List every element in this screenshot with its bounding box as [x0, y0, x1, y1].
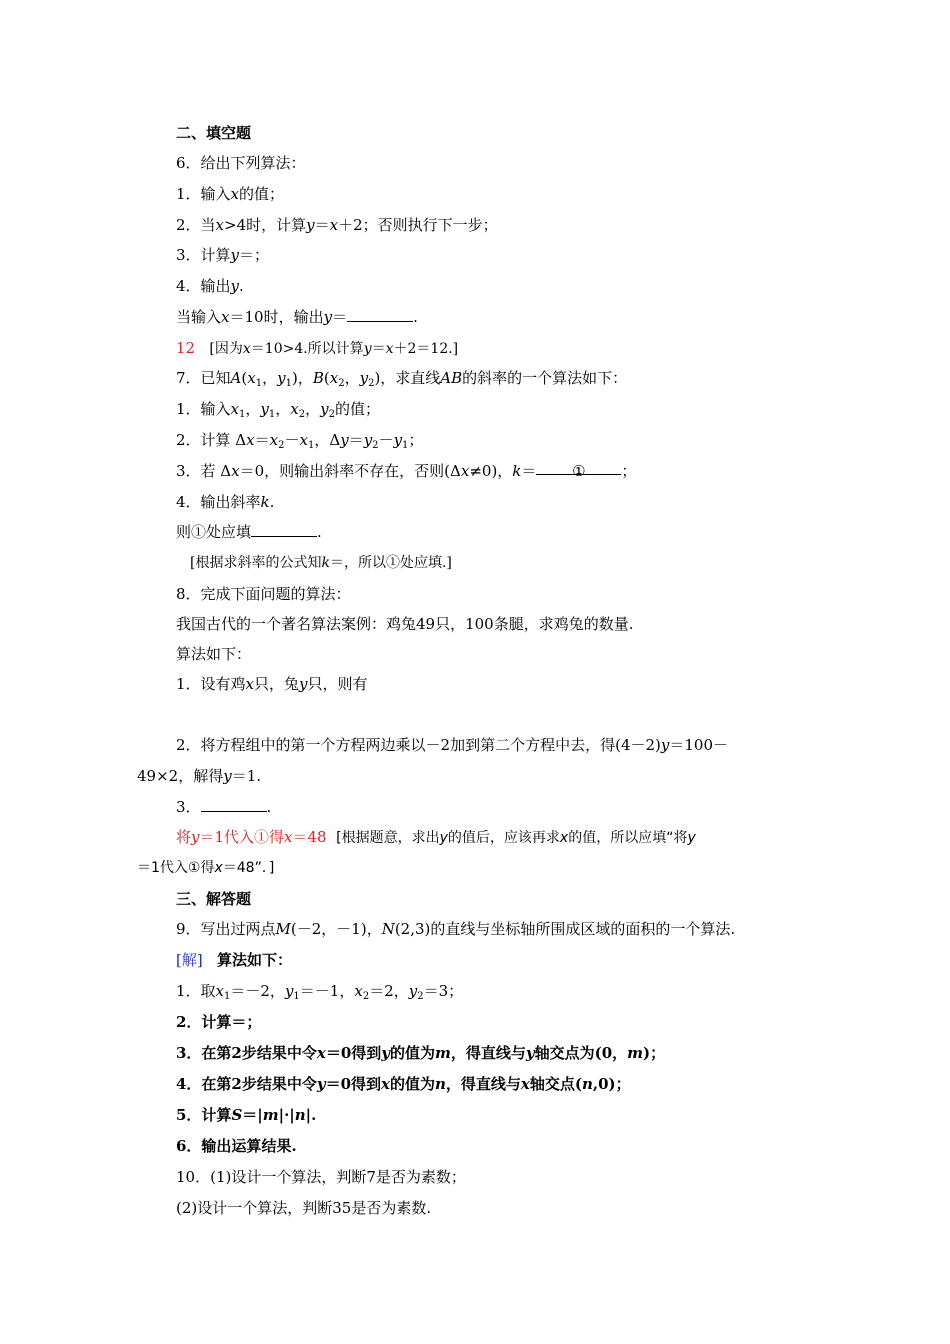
q8-step3 [176, 796, 271, 818]
text: ＝100－ [669, 736, 729, 754]
text: ； [408, 431, 424, 449]
var-n: n [435, 1075, 446, 1093]
text: . [413, 308, 418, 326]
text: . [266, 798, 272, 816]
text: 轴交点为(0， [534, 1044, 628, 1062]
var-x: x [385, 341, 394, 357]
var-y: y [393, 431, 403, 449]
text: 6．输出运算结果. [176, 1137, 297, 1155]
text: 2．当 [176, 216, 216, 234]
subscript: 2 [338, 378, 345, 389]
text: 1．输入 [176, 400, 231, 418]
text: ，得直线与 [445, 1075, 521, 1093]
text: ＋2；否则执行下一步； [338, 216, 498, 234]
var-x: x [520, 1075, 530, 1093]
blank-1: ① [536, 460, 621, 475]
text: ， [262, 369, 278, 387]
var-y: y [363, 341, 372, 357]
text: ＝－1， [299, 982, 355, 1000]
text: |. [305, 1106, 317, 1124]
var-y: y [277, 369, 286, 387]
text: ，Δ [314, 431, 341, 449]
text: ( [323, 369, 330, 387]
subscript: 2 [368, 378, 375, 389]
q6-step1 [176, 183, 284, 205]
var-x: x [231, 462, 240, 480]
text: ， [344, 369, 360, 387]
text: ＝ [254, 431, 270, 449]
q9-step3 [176, 1042, 665, 1064]
q8-step1 [176, 673, 368, 695]
text: ＝； [239, 246, 270, 264]
var-x: x [329, 216, 339, 234]
var-x: x [460, 462, 470, 480]
var-y: y [439, 830, 448, 846]
var-y: y [525, 1044, 535, 1062]
answer-text [176, 828, 327, 846]
var-k: k [512, 462, 522, 480]
text: )； [643, 1044, 666, 1062]
answer-blank [347, 307, 413, 322]
var-x: x [221, 308, 230, 326]
text: (2,3)的直线与坐标轴所围成区域的面积的一个算法. [394, 920, 736, 938]
var-x: x [559, 830, 569, 846]
q7-step1: 1．输入$x_1$，$y_1$，$x_2$，$y_2$的值； [176, 400, 381, 420]
q9-solution-head [176, 949, 292, 971]
var-y: y [320, 400, 329, 418]
q9-stem [176, 918, 735, 940]
text: 我国古代的一个著名算法案例：鸡兔49只，100条腿，求鸡兔的数量. [176, 615, 634, 633]
var-y: y [230, 246, 240, 264]
var-m: m [262, 1106, 279, 1124]
var-y: y [306, 216, 315, 234]
text: 2．计算＝； [176, 1013, 262, 1031]
var-y: y [284, 982, 294, 1000]
text: 5．计算 [176, 1106, 232, 1124]
text: 3．在第2步结果中令 [176, 1044, 317, 1062]
var-x: x [245, 675, 255, 693]
text: 7．已知 [176, 369, 231, 387]
var-x: x [215, 216, 225, 234]
text: 的斜率的一个算法如下： [462, 369, 628, 387]
subscript: 1 [293, 991, 300, 1002]
var-y: y [408, 982, 418, 1000]
q8-answer [176, 826, 696, 849]
var-k: k [321, 555, 330, 571]
text: ＝0得到 [325, 1075, 382, 1093]
text: 49×2，解得 [137, 767, 224, 785]
q6-step4 [176, 275, 244, 297]
q6-explanation [209, 341, 458, 357]
q6-step2 [176, 214, 498, 236]
text: 8．完成下面问题的算法： [176, 585, 351, 603]
text: 3．计算 [176, 246, 231, 264]
q6-step3 [176, 244, 269, 266]
q8-explanation-cont [137, 857, 274, 879]
solution-tag: [解] [176, 951, 203, 969]
subscript: 1 [224, 991, 231, 1002]
var-y: y [359, 369, 369, 387]
var-x: x [381, 1075, 390, 1093]
text: 1．输入 [176, 185, 231, 203]
q6-answer [176, 337, 458, 360]
text: ＝2， [369, 982, 409, 1000]
q8-stem [176, 583, 351, 605]
point-B: B [312, 369, 324, 387]
text: . [317, 523, 322, 541]
text: － [378, 431, 394, 449]
text: 1．取 [176, 982, 216, 1000]
var-x: x [269, 431, 279, 449]
q8-algorithm-label [176, 643, 251, 665]
var-x: x [354, 982, 363, 1000]
text: 算法如下： [217, 951, 293, 969]
text: 3． [176, 798, 201, 816]
text: 轴交点( [529, 1075, 582, 1093]
section-title-solve [176, 888, 251, 910]
text: >4时，计算 [224, 216, 307, 234]
q7-stem [176, 367, 627, 389]
text: 的值，所以应填“将 [568, 830, 688, 846]
q7-explanation [190, 552, 452, 574]
text: 则①处应填 [176, 523, 252, 541]
var-k: k [260, 493, 270, 511]
text: ＋2＝12.] [393, 341, 459, 357]
var-y: y [223, 767, 232, 785]
text: ＝48”．] [222, 860, 275, 876]
text: ＝0得到 [325, 1044, 382, 1062]
var-x: x [284, 828, 293, 846]
subscript: 1 [268, 409, 276, 420]
subscript: 1 [285, 378, 292, 389]
subscript: 2 [328, 409, 335, 420]
var-y: y [340, 431, 349, 449]
text: ＝10时，输出 [229, 308, 324, 326]
subscript: 2 [298, 409, 306, 420]
text: ＝48 [292, 828, 327, 846]
q10-part1 [176, 1166, 466, 1188]
text: )，求直线 [374, 369, 441, 387]
q8-step2 [176, 734, 728, 756]
text: 将 [176, 828, 192, 846]
text: ＝0，则输出斜率不存在，否则(Δ [239, 462, 461, 480]
text: 3．若 Δ [176, 462, 232, 480]
text: [因为 [209, 341, 243, 357]
var-y: y [687, 830, 696, 846]
text: ＝| [242, 1106, 263, 1124]
subscript: 1 [239, 409, 246, 420]
point-N: N [381, 920, 395, 938]
var-x: x [299, 431, 308, 449]
text: 当输入 [176, 308, 222, 326]
text: ＝1. [231, 767, 261, 785]
q7-question [176, 521, 322, 543]
text: ,0)； [592, 1075, 631, 1093]
line-AB: AB [440, 369, 463, 387]
subscript: 2 [417, 991, 424, 1002]
text: 的值后，应该再求 [447, 830, 560, 846]
var-x: x [316, 1044, 326, 1062]
q7-step4 [176, 491, 274, 513]
text: ( [241, 369, 248, 387]
q8-step2-cont [137, 765, 261, 787]
text: 2．计算 Δ [176, 431, 247, 449]
text: 4．输出斜率 [176, 493, 261, 511]
text: 的值； [239, 185, 285, 203]
section-title-fill [176, 122, 251, 144]
text: ＝ [348, 431, 364, 449]
var-n: n [581, 1075, 593, 1093]
q8-context [176, 613, 634, 635]
subscript: 2 [278, 440, 285, 451]
text: 的值为 [389, 1044, 435, 1062]
var-S: S [231, 1106, 243, 1124]
q8-explanation [336, 830, 696, 846]
section-title-text: 二、填空题 [176, 124, 252, 142]
text: ＝ [332, 308, 348, 326]
text: [根据求斜率的公式知 [190, 555, 322, 571]
text: 算法如下： [176, 645, 252, 663]
text: ＝ [314, 216, 330, 234]
text: ，得直线与 [450, 1044, 526, 1062]
var-x: x [230, 185, 240, 203]
var-m: m [435, 1044, 451, 1062]
text: )， [291, 369, 313, 387]
text: ＝1代入①得 [137, 860, 215, 876]
var-y: y [191, 828, 200, 846]
var-n: n [294, 1106, 306, 1124]
text: (2)设计一个算法，判断35是否为素数. [176, 1199, 432, 1217]
q6-stem [176, 152, 306, 174]
var-x: x [230, 400, 240, 418]
text: . [239, 277, 244, 295]
text: ＝10>4.所以计算 [250, 341, 364, 357]
text: 只，兔 [254, 675, 300, 693]
answer-blank [251, 522, 317, 537]
var-y: y [230, 277, 240, 295]
text: 只，则有 [307, 675, 368, 693]
answer-text: 12 [176, 339, 196, 357]
text: ≠0)， [469, 462, 513, 480]
text: 4．在第2步结果中令 [176, 1075, 317, 1093]
var-x: x [215, 982, 225, 1000]
var-y: y [381, 1044, 390, 1062]
subscript: 2 [372, 440, 379, 451]
text: . [269, 493, 275, 511]
q7-step2 [176, 429, 423, 451]
var-y: y [299, 675, 308, 693]
text: 6．给出下列算法： [176, 154, 306, 172]
text: |·| [278, 1106, 295, 1124]
text: ＝ [371, 341, 386, 357]
var-x: x [246, 431, 255, 449]
q9-step2 [176, 1011, 261, 1033]
q9-step6 [176, 1135, 297, 1157]
text: 的值为 [389, 1075, 435, 1093]
q9-step1 [176, 980, 463, 1002]
var-x: x [290, 400, 299, 418]
point-A: A [230, 369, 242, 387]
text: ＝3； [423, 982, 464, 1000]
q10-part2 [176, 1197, 431, 1219]
subscript: 1 [307, 440, 315, 451]
subscript: 1 [402, 440, 409, 451]
q9-step4 [176, 1073, 631, 1095]
var-y: y [316, 1075, 326, 1093]
subscript: 2 [362, 991, 370, 1002]
text: － [284, 431, 300, 449]
var-x: x [242, 341, 251, 357]
var-y: y [660, 736, 670, 754]
text: ＝－2， [230, 982, 285, 1000]
var-m: m [627, 1044, 644, 1062]
text: ＝ [521, 462, 537, 480]
var-y: y [323, 308, 333, 326]
answer-blank [201, 797, 267, 812]
text: 1．设有鸡 [176, 675, 246, 693]
text: ＝1代入①得 [199, 828, 285, 846]
var-x: x [329, 369, 339, 387]
text: 的值； [335, 400, 381, 418]
point-M: M [275, 920, 291, 938]
text: [根据题意，求出 [336, 830, 440, 846]
var-y: y [260, 400, 269, 418]
subscript: 1 [255, 378, 263, 389]
var-x: x [247, 369, 256, 387]
text: 10．(1)设计一个算法，判断7是否为素数； [176, 1168, 466, 1186]
q9-step5 [176, 1104, 316, 1126]
text: ＝，所以①处应填.] [329, 555, 452, 571]
var-y: y [363, 431, 373, 449]
text: 9．写出过两点 [176, 920, 276, 938]
var-x: x [214, 860, 223, 876]
text: (－2，－1)， [290, 920, 382, 938]
text: ； [621, 462, 637, 480]
text: 2．将方程组中的第一个方程两边乘以－2加到第二个方程中去，得(4－2) [176, 736, 661, 754]
q6-question [176, 306, 418, 328]
q7-step3 [176, 460, 636, 482]
text: 4．输出 [176, 277, 231, 295]
section-title-text: 三、解答题 [176, 890, 252, 908]
